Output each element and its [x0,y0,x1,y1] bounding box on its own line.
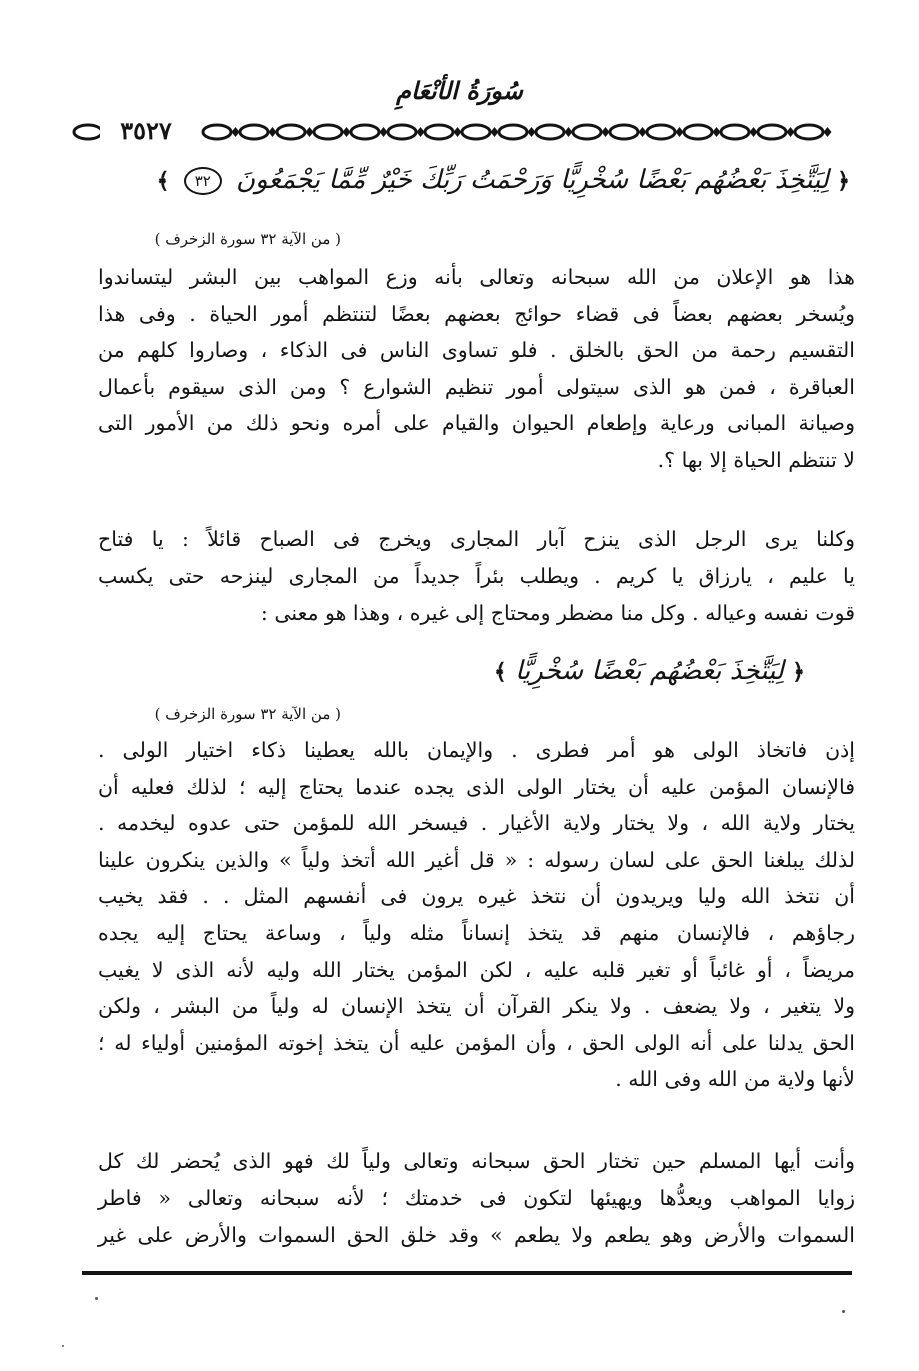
band-oval [499,125,527,139]
band-diamond [750,127,758,137]
band-oval [684,125,712,139]
band-oval [277,125,305,139]
quran-verse-top [150,160,850,201]
text-line: رجاؤهم ، فالإنسان منهم قد يتخذ إنساناً مثله ولياً ، وساعة يحتاج إليه يجده [98,921,855,945]
band-oval [573,125,601,139]
band-oval [536,125,564,139]
text-line: التقسيم رحمة من الحق بالخلق . فلو تساوى الناس فى الذكاء ، وصاروا كلهم من [98,338,855,363]
band-diamond [528,127,536,137]
band-diamond [417,127,425,137]
text-line: ولا يتغير ، ولا يضعف . ولا ينكر القرآن أن يتخذ الإنسان له ولياً من البشر ، ولكن [98,994,855,1019]
text-line: الحق يدلنا على أنه الولى الحق ، وأن المؤمن عليه أن يتخذ إخوته المؤمنين أولياء له ؛ [98,1030,855,1055]
band-diamond [565,127,573,137]
band-diamond [676,127,684,137]
paragraph-3 [98,734,855,1094]
verse-open-bracket: ﴿ [837,168,850,194]
surah-title: سُورَةُ الأنْعَامِ [396,76,523,105]
text-line: لا تنتظم الحياة إلا بها ؟. [657,448,855,472]
text-line: فالإنسان المؤمن عليه أن يختار الولى الذى يجده عندما يحتاج إليه ؛ لذلك فعليه أن [98,774,855,799]
band-oval [425,125,453,139]
band-oval [240,125,268,139]
text-line: أن نتخذ الله وليا ويريدون أن نتخذ غيره يرون فى أنفسهم المثل . . فقد يخيب [98,884,855,909]
paragraph-2 [98,523,855,633]
band-oval [647,125,675,139]
band-oval [795,125,823,139]
band-diamond [232,127,240,137]
verse-reference-1: ( من الآية ٣٢ سورة الزخرف ) [154,230,341,248]
band-diamond [380,127,388,137]
quran-verse-middle [493,651,805,692]
band-oval [721,125,749,139]
band-diamond [343,127,351,137]
band-diamond [639,127,647,137]
ayah-number-marker: ٣٢ [184,167,222,195]
verse-reference-2: ( من الآية ٣٢ سورة الزخرف ) [154,705,341,723]
band-diamond [787,127,795,137]
verse-open-bracket: ﴿ [792,659,805,685]
text-line: يختار ولاية الله ، ولا يختار ولاية الأغيار . فيسخر الله للمؤمن حتى عدوه ليخدمه . [98,811,855,836]
text-line: السموات والأرض وهو يطعم ولا يطعم » وقد خلق الحق السموات والأرض على غير [98,1222,855,1247]
text-line: وصيانة المبانى ورعاية وإطعام الحيوان والقيام على أمره ونحو ذلك من الأمور التى [98,411,855,436]
footer-rule [82,1271,852,1275]
text-line: لأنها ولاية من الله وفى الله . [615,1067,855,1092]
band-oval [351,125,379,139]
verse-text: لِيَتَّخِذَ بَعْضُهُم بَعْضًا سُخْرِيًّا [515,656,784,686]
text-line: زوايا المواهب ويعدُّها ويهيئها لتكون فى خدمتك ؛ لأنه سبحانه وتعالى « فاطر [98,1185,855,1210]
band-diamond [269,127,277,137]
band-diamond [306,127,314,137]
paragraph-4 [98,1145,855,1255]
verse-close-bracket: ﴾ [156,168,170,194]
text-line: يا عليم ، يارزاق يا كريم . ويطلب بئراً جديداً من المجارى لينزحه حتى يكسب [98,563,856,588]
text-line: إذن فاتخاذ الولى هو أمر فطرى . والإيمان بالله يعطينا ذكاء اختيار الولى . [98,738,855,762]
text-line: وكلنا يرى الرجل الذى ينزح آبار المجارى ويخرج فى الصباح قائلاً : يا فتاح [98,527,855,551]
band-oval [314,125,342,139]
text-line: ويُسخر بعضهم بعضاً فى قضاء حوائج بعضهم بعضًا لتنتظم أمور الحياة . وفى هذا [98,301,855,326]
text-line: مريضاً ، أو غائباً أو تغير قلبه عليه ، لكن المؤمن يختار الله وليه لأنه الذى لا يغيب [98,957,855,982]
band-oval [610,125,638,139]
band-oval [388,125,416,139]
paragraph-1 [98,261,855,481]
band-diamond [824,127,832,137]
band-oval [758,125,786,139]
band-diamond [491,127,499,137]
page-number: ٣٥٢٧ [100,114,192,148]
band-oval [203,125,231,139]
band-oval [462,125,490,139]
verse-text: لِيَتَّخِذَ بَعْضُهُم بَعْضًا سُخْرِيًّا وَرَحْمَتُ رَبِّكَ خَيْرٌ مِّمَّا يَجْمَعُونَ [236,165,829,195]
text-line: وأنت أيها المسلم حين تختار الحق سبحانه وتعالى ولياً لك فهو الذى يُحضر لك كل [98,1149,855,1173]
band-diamond [454,127,462,137]
text-line: قوت نفسه وعياله . وكل منا مضطر ومحتاج إلى غيره ، وهذا هو معنى : [260,600,855,625]
text-line: العباقرة ، فمن هو الذى سيتولى أمور تنظيم الشوارع ؟ ومن الذى سيقوم بأعمال [98,374,855,399]
band-diamond [713,127,721,137]
text-line: هذا هو الإعلان من الله سبحانه وتعالى بأنه وزع المواهب بين البشر ليتساندوا [98,265,855,289]
scan-speck [95,1297,98,1300]
scan-speck [842,1310,845,1313]
verse-close-bracket: ﴾ [493,659,507,685]
text-line: لذلك يبلغنا الحق على لسان رسوله : « قل أغير الله أتخذ ولياً » والذين ينكرون علينا [98,847,855,872]
band-diamond [602,127,610,137]
band-oval [74,125,102,139]
scan-speck [62,1345,64,1347]
